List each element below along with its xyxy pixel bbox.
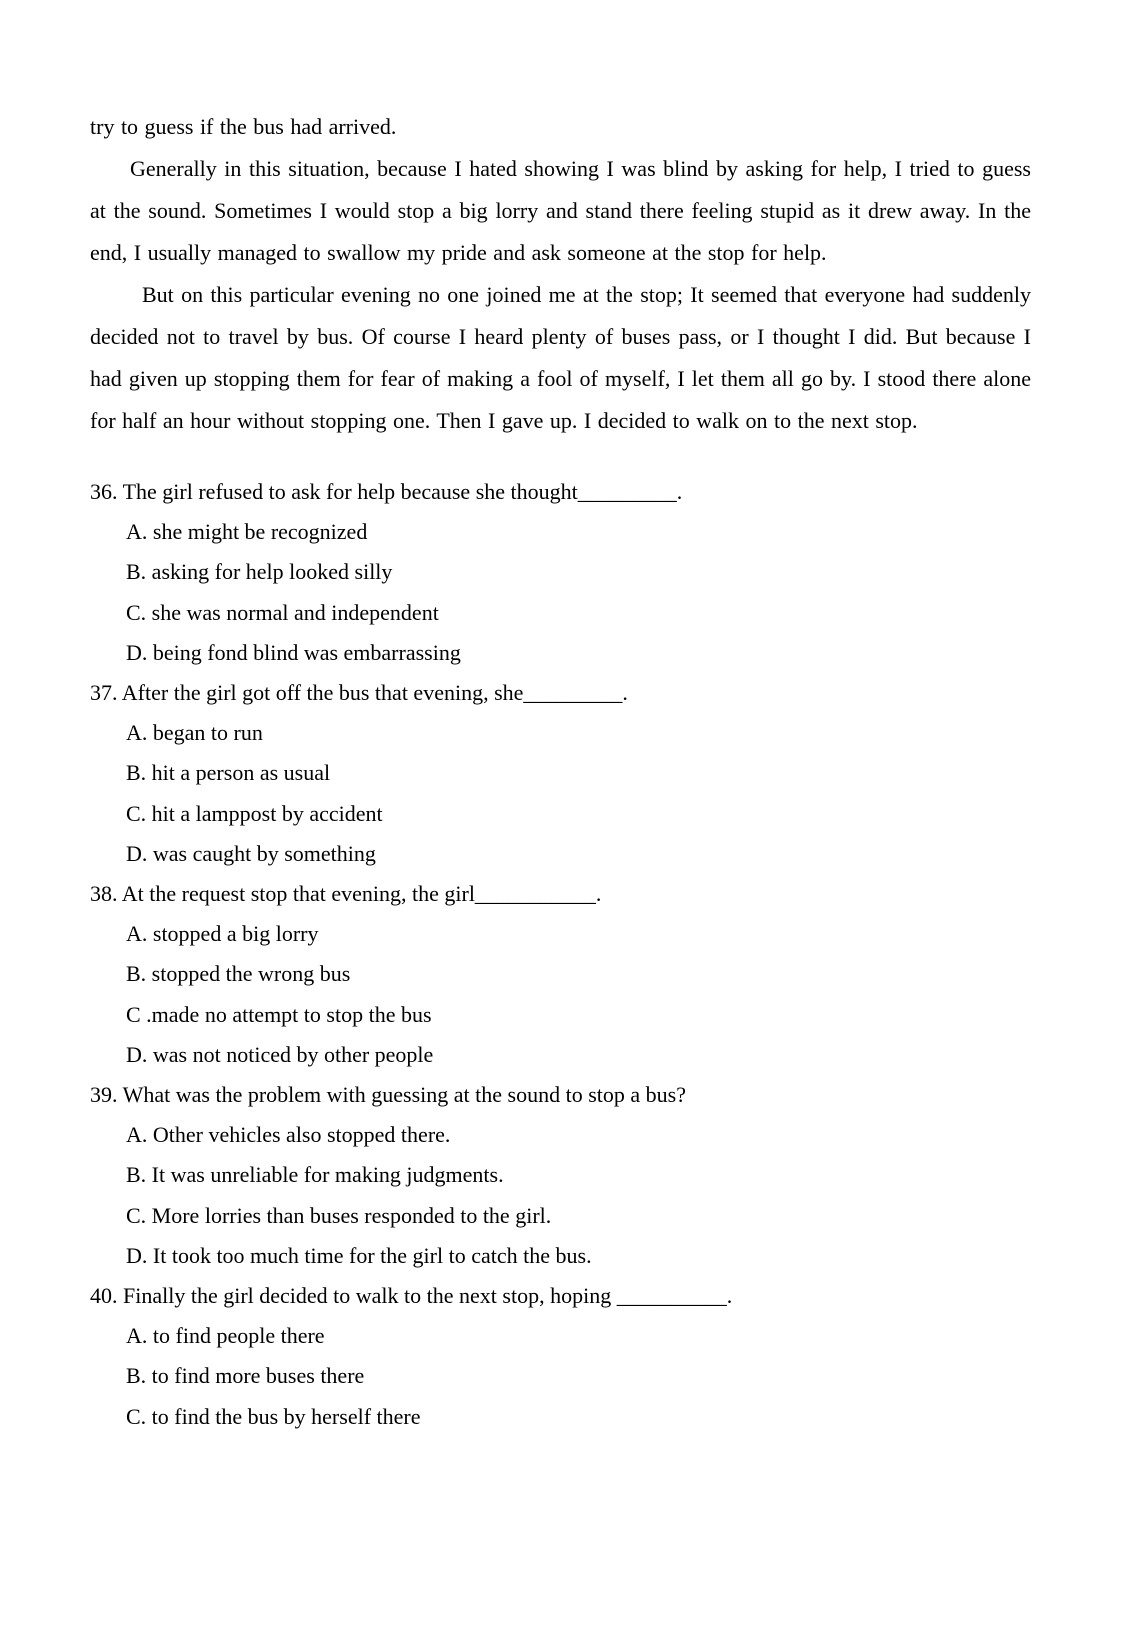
- passage-paragraph-3: But on this particular evening no one joined me at the stop; It seemed that everyone had suddenly decided not to travel by bus. Of course I heard plenty of buses pass, or I thought I did. But because I had given up stopping them for fear of making a fool of myself, I let them all go by. I stood there alone for half an hour without stopping one. Then I gave up. I decided to walk on to the next stop.: [90, 282, 1031, 433]
- question-37-option-c: C. hit a lamppost by accident: [126, 800, 383, 826]
- question-39-option-b: B. It was unreliable for making judgments.: [126, 1162, 504, 1188]
- question-38-option-a: A. stopped a big lorry: [126, 921, 319, 947]
- question-38-option-b: B. stopped the wrong bus: [126, 961, 351, 987]
- question-38-option-d: D. was not noticed by other people: [126, 1041, 434, 1067]
- question-36-option-d: D. being fond blind was embarrassing: [126, 639, 461, 665]
- question-37-option-a: A. began to run: [126, 720, 263, 746]
- passage-paragraph-2: Generally in this situation, because I hated showing I was blind by asking for help, I tried to guess at the sound. Sometimes I would stop a big lorry and stand there feeling stupid as it drew away. In the end, I usually managed to swallow my pride and ask someone at the stop for help.: [90, 156, 1031, 265]
- question-40: [90, 1276, 1031, 1437]
- question-39-option-d: D. It took too much time for the girl to catch the bus.: [126, 1242, 592, 1268]
- question-39-option-a: A. Other vehicles also stopped there.: [126, 1122, 451, 1148]
- question-40-stem: 40. Finally the girl decided to walk to the next stop, hoping __________.: [90, 1283, 733, 1309]
- passage-paragraph-1: try to guess if the bus had arrived.: [90, 114, 397, 139]
- question-40-option-c: C. to find the bus by herself there: [126, 1403, 421, 1429]
- question-38-stem: 38. At the request stop that evening, the girl___________.: [90, 881, 602, 907]
- reading-passage: [90, 106, 1031, 442]
- question-39-stem: 39. What was the problem with guessing at the sound to stop a bus?: [90, 1082, 686, 1108]
- question-36: [90, 472, 1031, 673]
- question-40-option-a: A. to find people there: [126, 1323, 325, 1349]
- question-39: [90, 1075, 1031, 1276]
- question-36-option-a: A. she might be recognized: [126, 519, 368, 545]
- question-38-option-c: C .made no attempt to stop the bus: [126, 1001, 432, 1027]
- question-37-option-b: B. hit a person as usual: [126, 760, 331, 786]
- question-38: [90, 874, 1031, 1075]
- question-39-option-c: C. More lorries than buses responded to the girl.: [126, 1202, 552, 1228]
- question-37-stem: 37. After the girl got off the bus that evening, she_________.: [90, 680, 628, 706]
- question-37: [90, 673, 1031, 874]
- question-40-option-b: B. to find more buses there: [126, 1363, 365, 1389]
- question-36-option-c: C. she was normal and independent: [126, 599, 439, 625]
- question-36-option-b: B. asking for help looked silly: [126, 559, 393, 585]
- question-list: [90, 472, 1031, 1437]
- question-36-stem: 36. The girl refused to ask for help because she thought_________.: [90, 479, 683, 504]
- question-37-option-d: D. was caught by something: [126, 840, 376, 866]
